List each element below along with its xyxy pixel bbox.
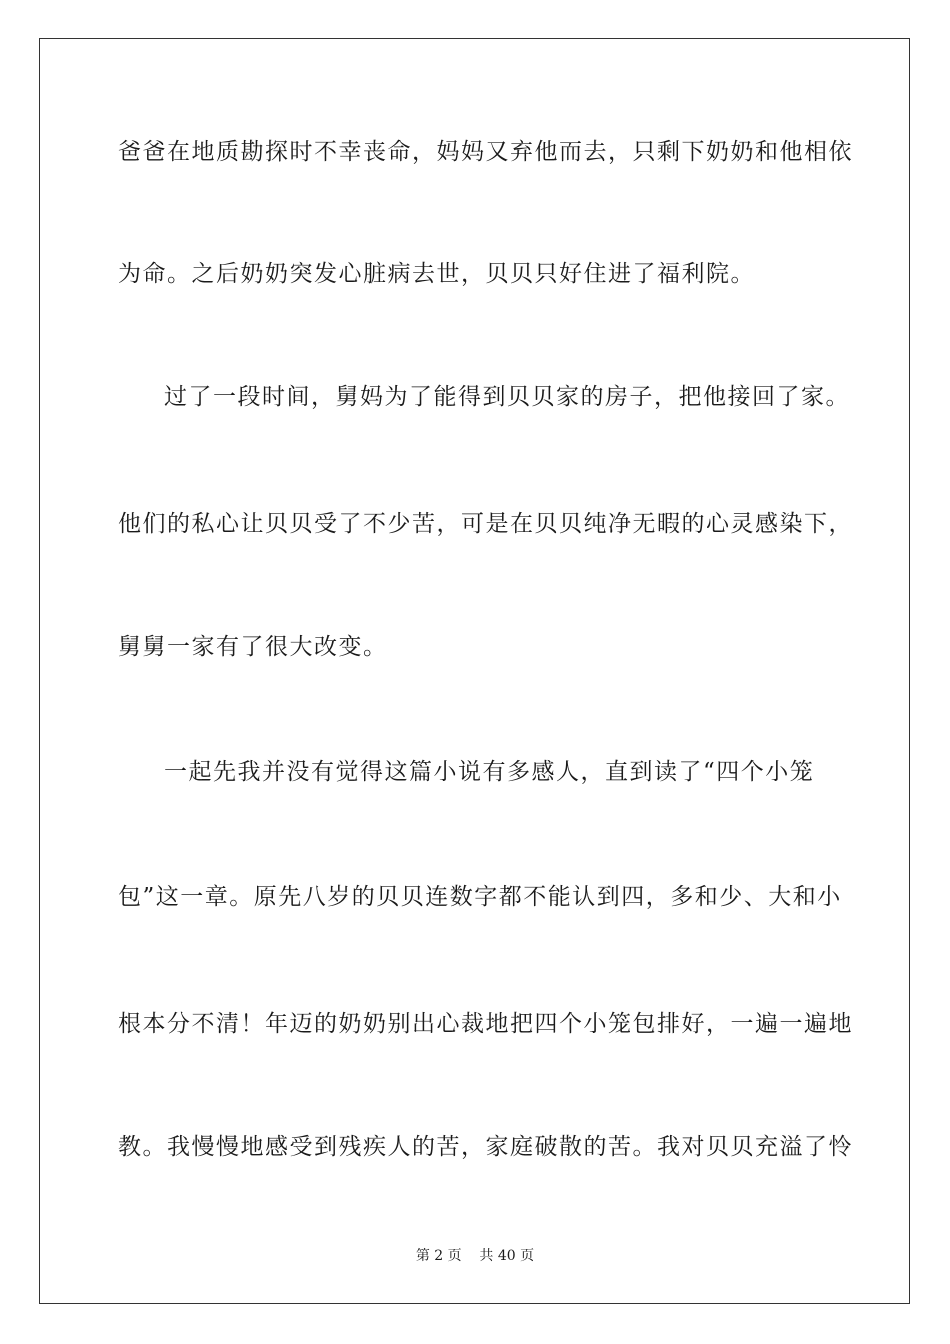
text-line-7: 包”这一章。原先八岁的贝贝连数字都不能认到四，多和少、大和小 (118, 884, 842, 910)
text-line-5: 舅舅一家有了很大改变。 (118, 634, 388, 660)
page-border (39, 38, 910, 1304)
text-line-9: 教。我慢慢地感受到残疾人的苦，家庭破散的苦。我对贝贝充溢了怜 (118, 1134, 853, 1160)
text-line-4: 他们的私心让贝贝受了不少苦，可是在贝贝纯净无暇的心灵感染下， (118, 511, 853, 537)
text-line-6: 一起先我并没有觉得这篇小说有多感人，直到读了“四个小笼 (164, 759, 815, 785)
text-line-1: 爸爸在地质勘探时不幸丧命，妈妈又弃他而去，只剩下奶奶和他相依 (118, 139, 853, 165)
page-number: 第 2 页 共 40 页 (415, 1248, 535, 1264)
text-line-3: 过了一段时间，舅妈为了能得到贝贝家的房子，把他接回了家。 (164, 384, 850, 410)
text-line-8: 根本分不清！年迈的奶奶别出心裁地把四个小笼包排好，一遍一遍地 (118, 1011, 853, 1037)
text-line-2: 为命。之后奶奶突发心脏病去世，贝贝只好住进了福利院。 (118, 261, 755, 287)
